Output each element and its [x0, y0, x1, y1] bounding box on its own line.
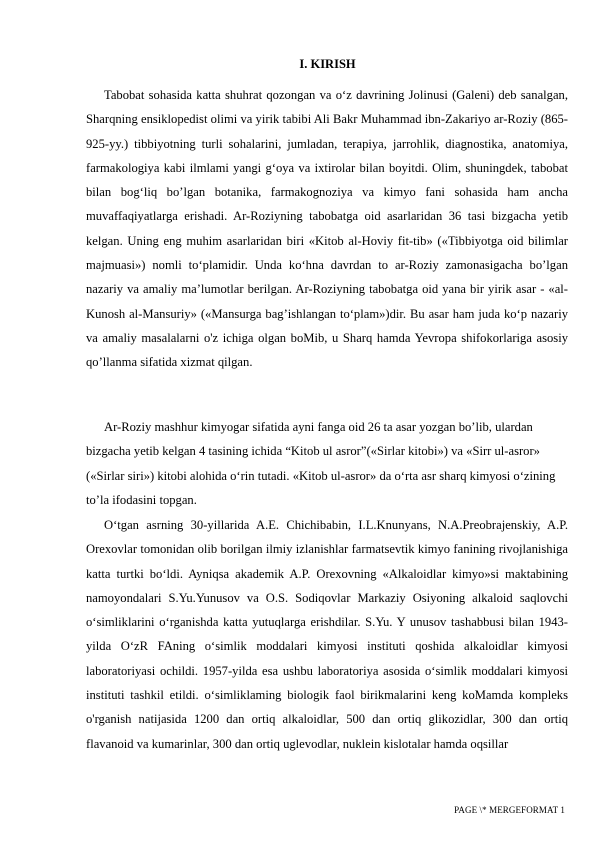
page-footer-field: PAGE \* MERGEFORMAT 1 [454, 805, 565, 815]
paragraph-1: Tabobat sohasida katta shuhrat qozongan va o‘z davrining Jolinusi (Galeni) deb sanalgan, Sharqning ensiklopedist olimi va yirik tabibi Ali Bakr Muhammad ibn-Zakariyo ar-Roziy (865-925-yy.) tibbiyotning turli sohalarini, jumladan, terapiya, jarrohlik, diagnostika, anatomiya, farmakologiya kabi ilmlami yangi g‘oya va ixtirolar bilan boyitdi. Olim, shuningdek, tabobat bilan bog‘liq bo’lgan botanika, farmakognoziya va kimyo fani sohasida ham ancha muvaffaqiyatlarga erishadi. Ar-Roziyning tabobatga oid asarlaridan 36 tasi bizgacha yetib kelgan. Uning eng muhim asarlaridan biri «Kitob al-Hoviy fit-tib» («Tibbiyotga oid bilimlar majmuasi») nomli to‘plamidir. Unda ko‘hna davrdan to ar-Roziy zamonasigacha bo’lgan nazariy va amaliy ma’lumotlar berilgan. Ar-Roziyning tabobatga oid yana bir yirik asar - «al-Kunosh al-Mansuriy» («Mansurga bag’ishlangan to‘plam»)dir. Bu asar ham juda ko‘p nazariy va amaliy masalalarni o'z ichiga olgan boMib, u Sharq hamda Yevropa shifokorlariga asosiy qo’llanma sifatida xizmat qilgan. [86, 88, 568, 370]
paragraph-3: O‘tgan asrning 30-yillarida A.E. Chichibabin, I.L.Knunyans, N.A.Preobrajenskiy, A.P. Orexovlar tomonidan olib borilgan ilmiy izlanishlar farmatsevtik kimyo fanining rivojlanishiga katta turtki bo‘ldi. Ayniqsa akademik A.P. Orexovning «Alkaloidlar kimyo»si maktabining namoyondalari S.Yu.Yunusov va O.S. Sodiqovlar Markaziy Osiyoning alkaloid saqlovchi o‘simliklarini o‘rganishda katta yutuqlarga erishdilar. S.Yu. Y unusov tashabbusi bilan 1943-yilda O‘zR FAning o‘simlik moddalari kimyosi instituti qoshida alkaloidlar kimyosi laboratoriyasi ochildi. 1957-yilda esa ushbu laboratoriya asosida o‘simlik moddalari kimyosi instituti tashkil etildi. o‘simliklaming biologik faol birikmalarini keng koMamda kompleks o'rganish natijasida 1200 dan ortiq alkaloidlar, 500 dan ortiq glikozidlar, 300 dan ortiq flavanoid va kumarinlar, 300 dan ortiq uglevodlar, nuklein kislotalar hamda oqsillar [86, 518, 568, 751]
section-heading: I. KIRISH [299, 57, 356, 71]
paragraph-2: Ar-Roziy mashhur kimyogar sifatida ayni fanga oid 26 ta asar yozgan bo’lib, ulardan bizgacha yetib kelgan 4 tasining ichida “Kitob ul asror”(«Sirlar kitobi») va «Sirr ul-asror» («Sirlar siri») kitobi alohida o‘rin tutadi. «Kitob ul-asror» da o‘rta asr sharq kimyosi o‘zining to’la ifodasini topgan. [86, 420, 556, 507]
